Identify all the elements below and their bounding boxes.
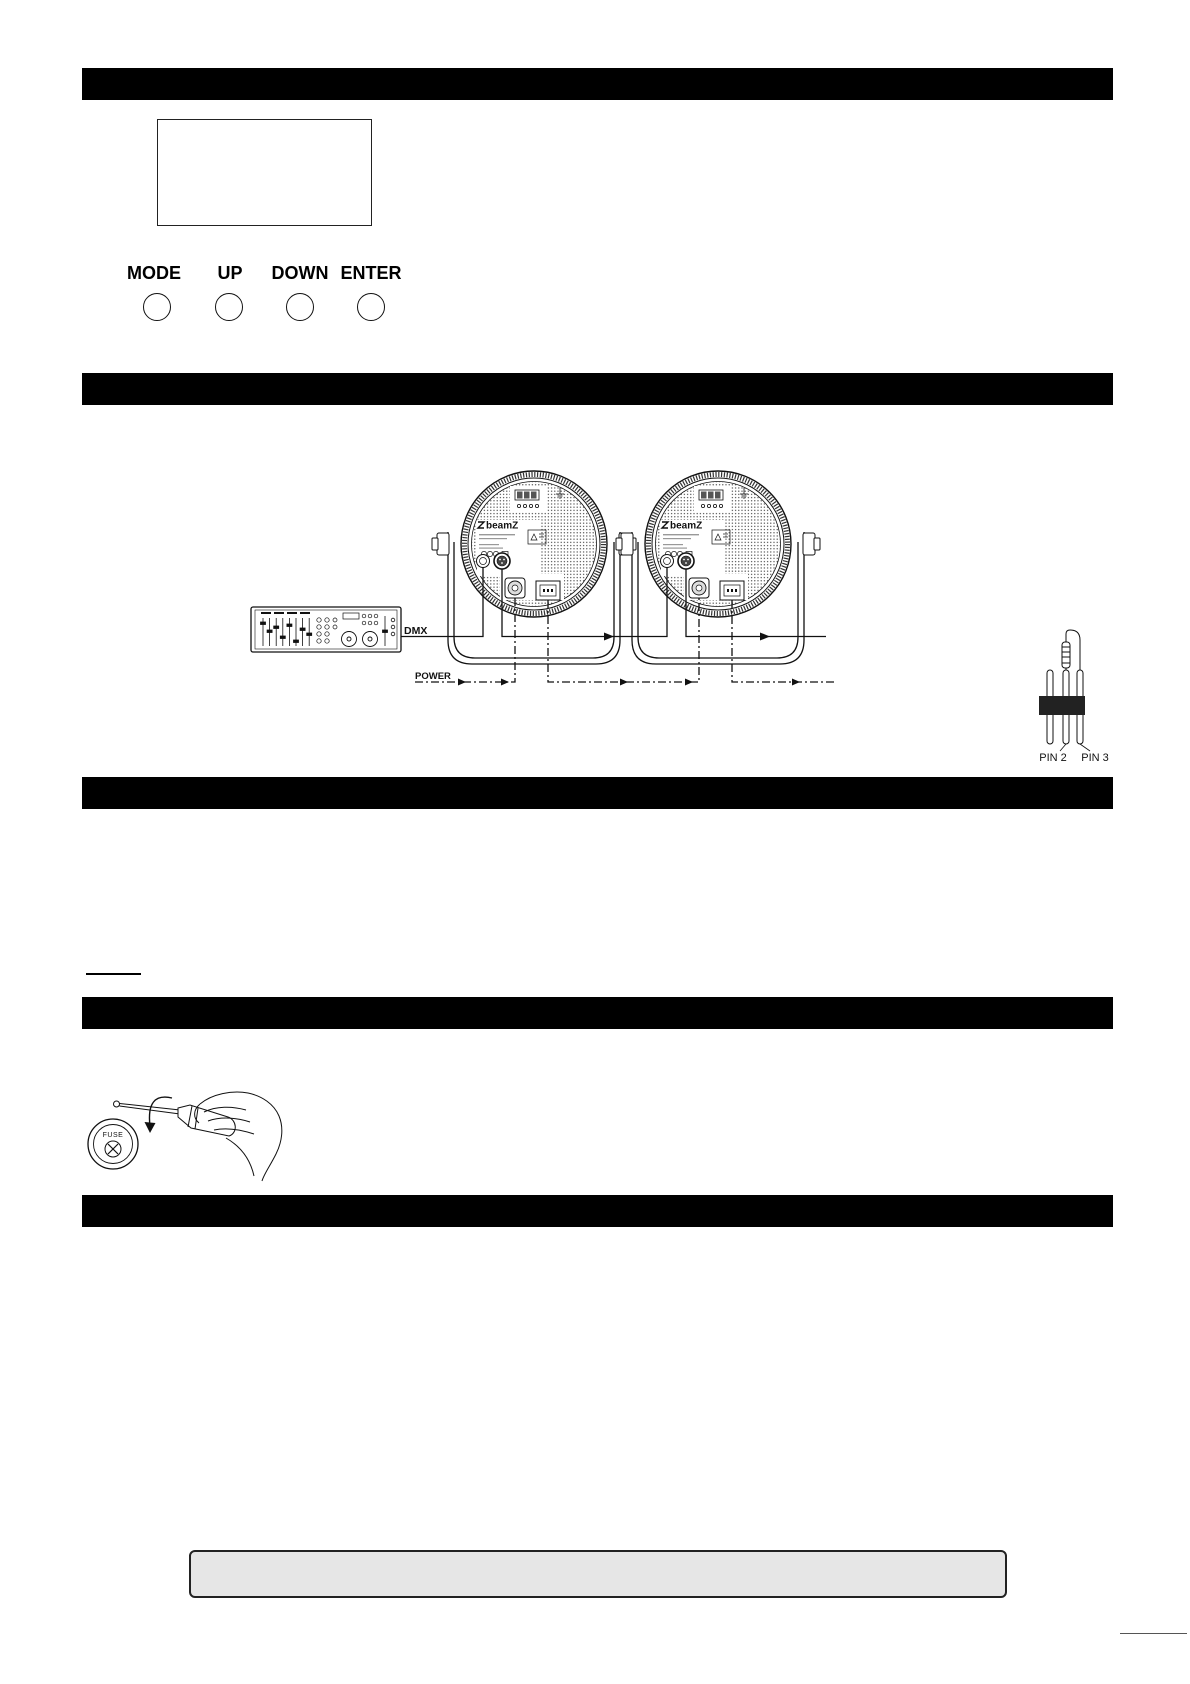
mode-button-label: MODE xyxy=(127,263,181,283)
power-lines xyxy=(415,598,836,682)
pin-leader-lines xyxy=(1060,744,1090,751)
page-number-rule xyxy=(1120,1633,1187,1634)
power-label: POWER xyxy=(415,671,451,682)
down-button xyxy=(286,293,314,321)
enter-button-label: ENTER xyxy=(340,263,402,283)
section-header-bar-1 xyxy=(82,68,1113,100)
section-header-bar-5 xyxy=(82,1195,1113,1227)
fixture-dmx-in-connector xyxy=(477,555,490,568)
note-underline xyxy=(86,973,141,975)
down-button-label: DOWN xyxy=(271,263,329,283)
fixture-power-in-connector xyxy=(689,578,709,598)
dmx-label: DMX xyxy=(404,625,428,637)
enter-button xyxy=(357,293,385,321)
mode-button xyxy=(143,293,171,321)
fixture-logo-text: beamZ xyxy=(670,520,703,532)
fixture-power-out-connector xyxy=(536,581,560,600)
up-button-label: UP xyxy=(217,263,243,283)
pin-insulator-band xyxy=(1039,696,1085,715)
note-box xyxy=(189,1550,1007,1598)
section-header-bar-3 xyxy=(82,777,1113,809)
terminator-resistor xyxy=(1062,630,1080,672)
up-button xyxy=(215,293,243,321)
fuse-holder xyxy=(88,1119,138,1169)
fixture-2 xyxy=(616,471,820,664)
pin-3-label: PIN 3 xyxy=(1081,752,1109,764)
fixture-logo-text: beamZ xyxy=(486,520,519,532)
control-panel-display xyxy=(157,119,372,226)
fixture-dmx-in-connector xyxy=(661,555,674,568)
fixture-power-in-connector xyxy=(505,578,525,598)
fixture-dmx-out-connector xyxy=(678,553,694,569)
dmx-terminator-illustration xyxy=(1030,625,1120,770)
section-header-bar-2 xyxy=(82,373,1113,405)
fuse-label: FUSE xyxy=(102,1132,124,1139)
fixture-dmx-out-connector xyxy=(494,553,510,569)
hand-icon xyxy=(195,1092,282,1181)
fixture-power-out-connector xyxy=(720,581,744,600)
rotate-arrow-icon xyxy=(145,1097,173,1133)
pin-2-label: PIN 2 xyxy=(1039,752,1067,764)
dmx-controller xyxy=(251,607,401,652)
fuse-replacement-illustration xyxy=(86,1088,291,1188)
dmx-connection-diagram xyxy=(240,466,850,702)
section-header-bar-4 xyxy=(82,997,1113,1029)
